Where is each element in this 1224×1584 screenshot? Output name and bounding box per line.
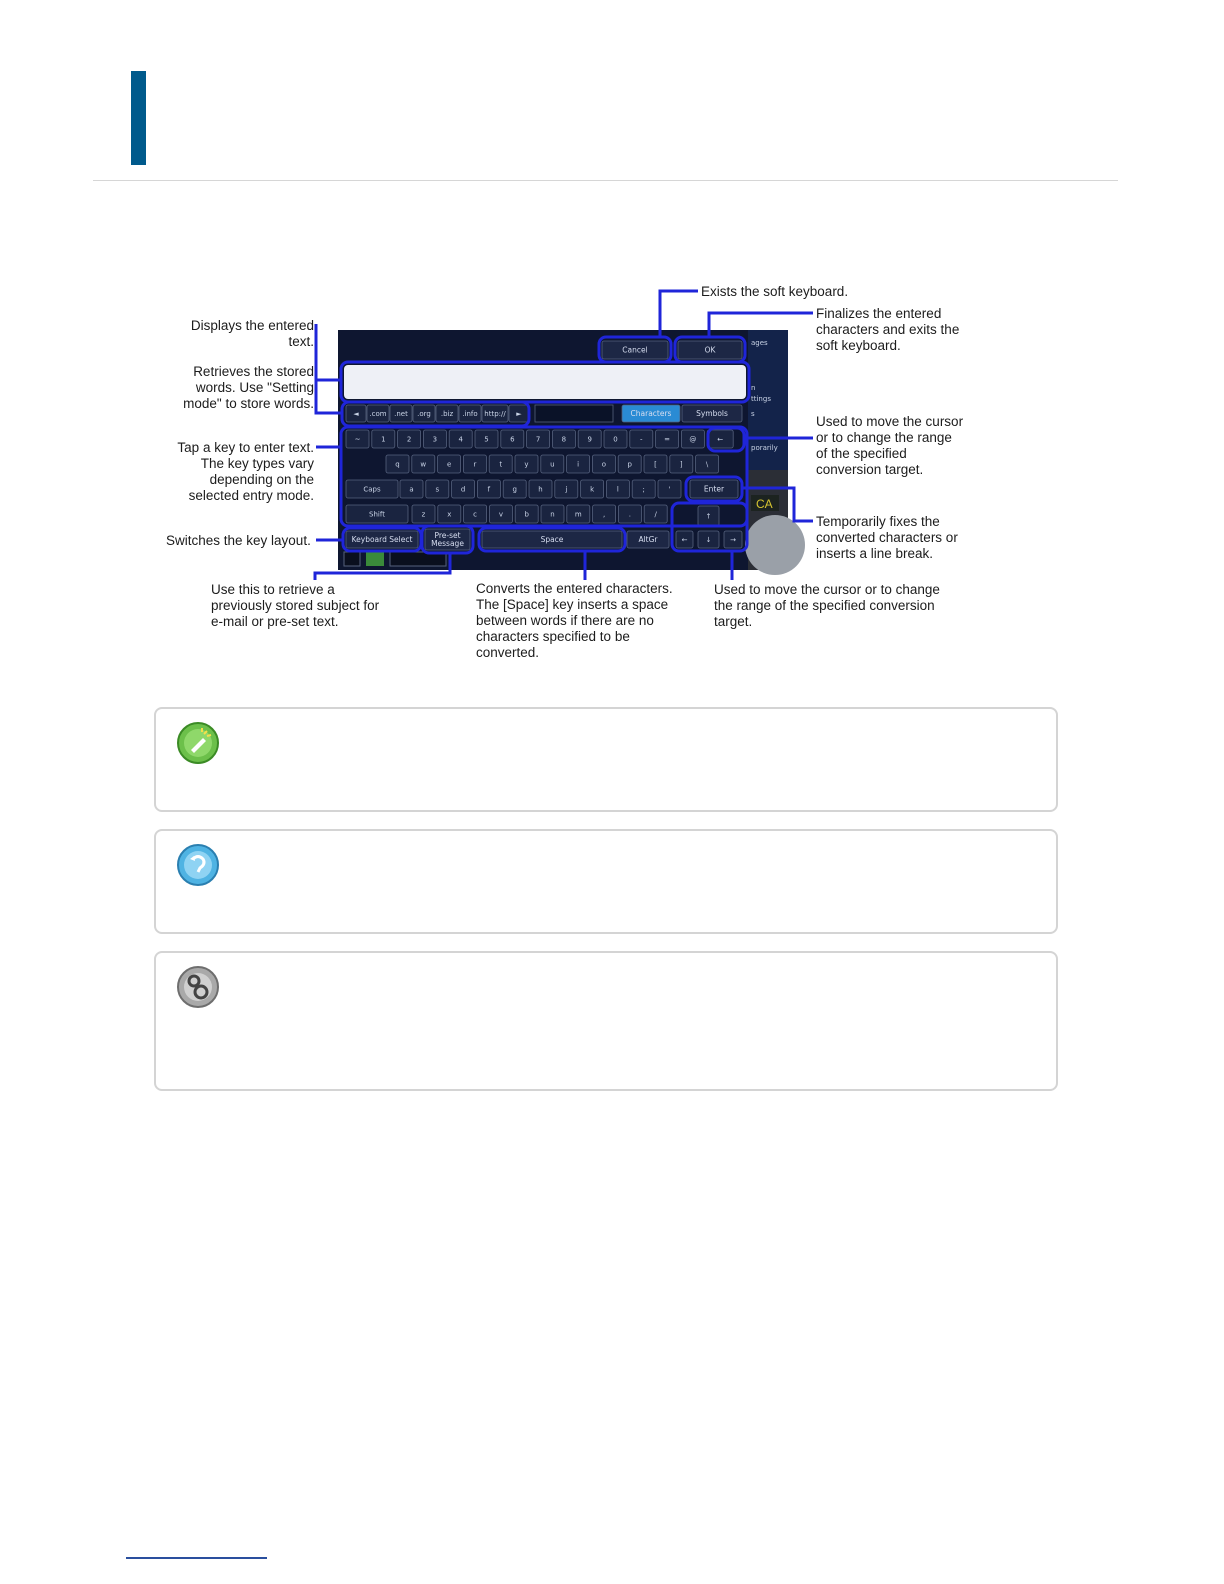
key-row2-7-label: i [577,460,580,469]
key-row4-7[interactable] [593,505,616,523]
ca-label: CA [756,497,773,511]
shift-key-label: Shift [369,510,385,519]
suffix-key-5-label: .info [462,410,478,418]
arrow-up-key-label: ↑ [705,512,712,521]
key-row4-1-label: x [447,510,452,519]
key-row3-0-label: a [409,485,414,494]
key-row1-11-label: - [640,435,643,444]
space-key[interactable] [482,531,622,548]
key-row3-9-label: ; [642,485,645,494]
suffix-key-7[interactable] [509,405,529,422]
key-row4-1[interactable] [438,505,461,523]
key-row1-5[interactable] [475,430,498,448]
shift-key[interactable] [346,505,408,523]
suffix-key-6-label: http:// [484,410,506,418]
symbols-tab-label: Symbols [696,409,728,418]
screen-icon-2 [366,552,384,566]
key-row2-11-label: ] [679,460,683,469]
suffix-key-4[interactable] [436,405,458,422]
key-row1-10-label: 0 [613,435,618,444]
cancel-button[interactable] [602,341,668,359]
key-row1-11[interactable] [630,430,653,448]
key-row2-6-label: u [550,460,555,469]
key-row4-3-label: v [498,510,503,519]
key-row1-3-label: 3 [432,435,438,444]
callout-cursor-bottom: Used to move the cursor or to change the range of the specified conversion target. [714,582,940,629]
key-row3-2-label: d [460,485,466,494]
key-row1-2[interactable] [398,430,421,448]
key-row1-6[interactable] [501,430,524,448]
arrow-right-key[interactable] [724,531,742,548]
key-row3-7-label: k [590,485,595,494]
key-row1-4-label: 4 [458,435,463,444]
key-row2-6[interactable] [541,455,564,473]
key-row2-3[interactable] [463,455,486,473]
screen-icon-1 [344,552,360,566]
altgr-key[interactable] [627,531,669,548]
key-row3-0[interactable] [400,480,423,498]
suffix-key-2[interactable] [390,405,412,422]
callout-cursor-right: Used to move the cursor or to change the range of the specified conversion target. [816,414,964,477]
key-row2-11[interactable] [670,455,693,473]
key-row3-7[interactable] [581,480,604,498]
footer-link-underline [126,1557,267,1559]
key-row2-4[interactable] [489,455,512,473]
key-row3-8-label: l [616,485,619,494]
suffix-key-3[interactable] [413,405,435,422]
side-text-n: n [751,384,756,392]
arrow-up-key[interactable] [698,506,719,526]
altgr-key-label: AltGr [638,535,658,544]
key-row1-10[interactable] [604,430,627,448]
key-row2-9[interactable] [618,455,641,473]
key-row3-4[interactable] [503,480,526,498]
callout-displays: Displays the entered text. [190,318,314,349]
key-row4-9[interactable] [644,505,667,523]
reference-icon [176,843,220,887]
key-row1-1[interactable] [372,430,395,448]
key-row2-9-label: p [627,460,632,469]
key-row1-0-label: ~ [354,435,361,444]
characters-tab[interactable] [622,405,680,422]
ok-button[interactable] [678,341,742,359]
settings-icon [176,965,220,1009]
backspace-key-label: ← [717,435,724,444]
settings-box [154,951,1058,1091]
side-text-porarily: porarily [751,444,778,452]
key-row2-12-label: \ [705,460,709,469]
key-row1-12[interactable] [656,430,679,448]
callout-finalizes: Finalizes the entered characters and exits the soft keyboard. [816,306,960,353]
key-row2-0[interactable] [386,455,409,473]
backspace-key[interactable] [707,430,733,448]
key-row2-8-label: o [601,460,607,469]
key-row4-9-label: / [654,510,657,519]
key-row2-7[interactable] [567,455,590,473]
key-row3-5[interactable] [529,480,552,498]
key-row2-10[interactable] [644,455,667,473]
key-row4-0[interactable] [412,505,435,523]
key-row4-6[interactable] [567,505,590,523]
callout-temporarily: Temporarily fixes the converted characters or inserts a line break. [816,514,958,561]
key-row3-10[interactable] [658,480,681,498]
key-row2-8[interactable] [592,455,615,473]
keyboard-select-key[interactable] [346,531,418,548]
key-row2-5[interactable] [515,455,538,473]
key-row2-2-label: e [446,460,452,469]
suffix-key-7-label: ► [516,410,522,418]
key-row4-0-label: z [421,510,426,519]
side-text-settings: ttings [751,395,771,403]
hardware-dial [745,515,805,575]
key-row1-3[interactable] [423,430,446,448]
callout-converts: Converts the entered characters. The [Space] key inserts a space between words if there are no characters specified to be converted. [476,581,673,660]
arrow-right-key-label: → [730,536,736,544]
enter-key[interactable] [690,480,738,498]
preset-message-key-label: Pre-set [434,531,461,540]
key-row4-3[interactable] [489,505,512,523]
ok-button-label: OK [704,345,716,355]
preset-message-key-label: Message [431,539,464,548]
callout-exits: Exists the soft keyboard. [701,284,849,299]
key-row2-2[interactable] [438,455,461,473]
key-row1-13[interactable] [681,430,704,448]
reference-box [154,829,1058,934]
side-text-s: s [751,410,755,418]
characters-tab-label: Characters [630,409,672,418]
symbols-tab[interactable] [682,405,742,422]
preset-message-key[interactable] [425,529,470,550]
callout-switches: Switches the key layout. [166,533,311,548]
key-row3-9[interactable] [632,480,655,498]
enter-key-label: Enter [703,484,725,494]
key-row2-1-label: w [420,460,427,469]
hint-box [154,707,1058,812]
key-row1-0[interactable] [346,430,369,448]
key-row1-2-label: 2 [406,435,412,444]
key-row4-8-label: . [628,510,632,519]
key-row2-10-label: [ [654,460,657,469]
key-row3-3[interactable] [477,480,500,498]
arrow-left-key[interactable] [676,531,693,548]
key-row2-0-label: q [395,460,400,469]
key-row1-5-label: 5 [484,435,489,444]
suffix-blank-field [535,405,613,422]
key-row2-4-label: t [499,460,503,469]
text-display-field[interactable] [344,365,746,399]
key-row1-9[interactable] [578,430,601,448]
suffix-key-1[interactable] [367,405,389,422]
key-row3-1[interactable] [426,480,449,498]
key-row3-2[interactable] [452,480,475,498]
caps-key-label: Caps [363,485,381,494]
key-row2-12[interactable] [696,455,719,473]
key-row1-7[interactable] [527,430,550,448]
key-row4-5-label: n [550,510,555,519]
key-row1-8-label: 8 [561,435,567,444]
suffix-key-4-label: .biz [440,410,454,418]
key-row2-3-label: r [473,460,477,469]
key-row1-7-label: 7 [535,435,541,444]
key-row4-5[interactable] [541,505,564,523]
suffix-key-3-label: .org [417,410,431,418]
suffix-key-2-label: .net [394,410,408,418]
key-row1-12-label: = [664,435,671,444]
suffix-key-5[interactable] [459,405,481,422]
key-row4-7-label: , [602,510,606,519]
side-text-ages: ages [751,339,768,347]
hint-icon [176,721,220,765]
key-row3-6-label: j [565,485,568,494]
key-row4-2-label: c [473,510,478,519]
suffix-key-1-label: .com [369,410,387,418]
key-row1-8[interactable] [552,430,575,448]
key-row4-6-label: m [574,510,582,519]
key-row3-3-label: f [487,485,491,494]
key-row3-4-label: g [512,485,517,494]
caps-key[interactable] [346,480,398,498]
arrow-down-key[interactable] [698,531,719,548]
arrow-left-key-label: ← [681,536,688,544]
callout-tap: Tap a key to enter text. The key types vary depending on the selected entry mode. [177,440,314,503]
key-row4-4-label: b [524,510,529,519]
callout-retrieves: Retrieves the stored words. Use "Setting mode" to store words. [183,364,314,411]
key-row3-10-label: ' [668,485,671,494]
key-row4-4[interactable] [515,505,538,523]
keyboard-select-key-label: Keyboard Select [351,535,413,544]
key-row1-6-label: 6 [510,435,515,444]
key-row3-1-label: s [435,485,440,494]
suffix-key-0[interactable] [346,405,366,422]
key-row2-5-label: y [524,460,529,469]
arrow-down-key-label: ↓ [705,536,712,544]
key-row1-9-label: 9 [587,435,592,444]
space-key-label: Space [540,535,564,544]
key-row3-6[interactable] [555,480,578,498]
suffix-key-6[interactable] [482,405,508,422]
key-row1-1-label: 1 [381,435,386,444]
key-row4-2[interactable] [464,505,487,523]
suffix-key-0-label: ◄ [353,410,359,418]
key-row2-1[interactable] [412,455,435,473]
key-row1-4[interactable] [449,430,472,448]
key-row3-8[interactable] [606,480,629,498]
key-row3-5-label: h [538,485,543,494]
callout-use-this: Use this to retrieve a previously stored subject for e-mail or pre-set text. [211,582,380,629]
cancel-button-label: Cancel [622,345,648,355]
key-row4-8[interactable] [618,505,641,523]
key-row1-13-label: @ [689,435,697,444]
